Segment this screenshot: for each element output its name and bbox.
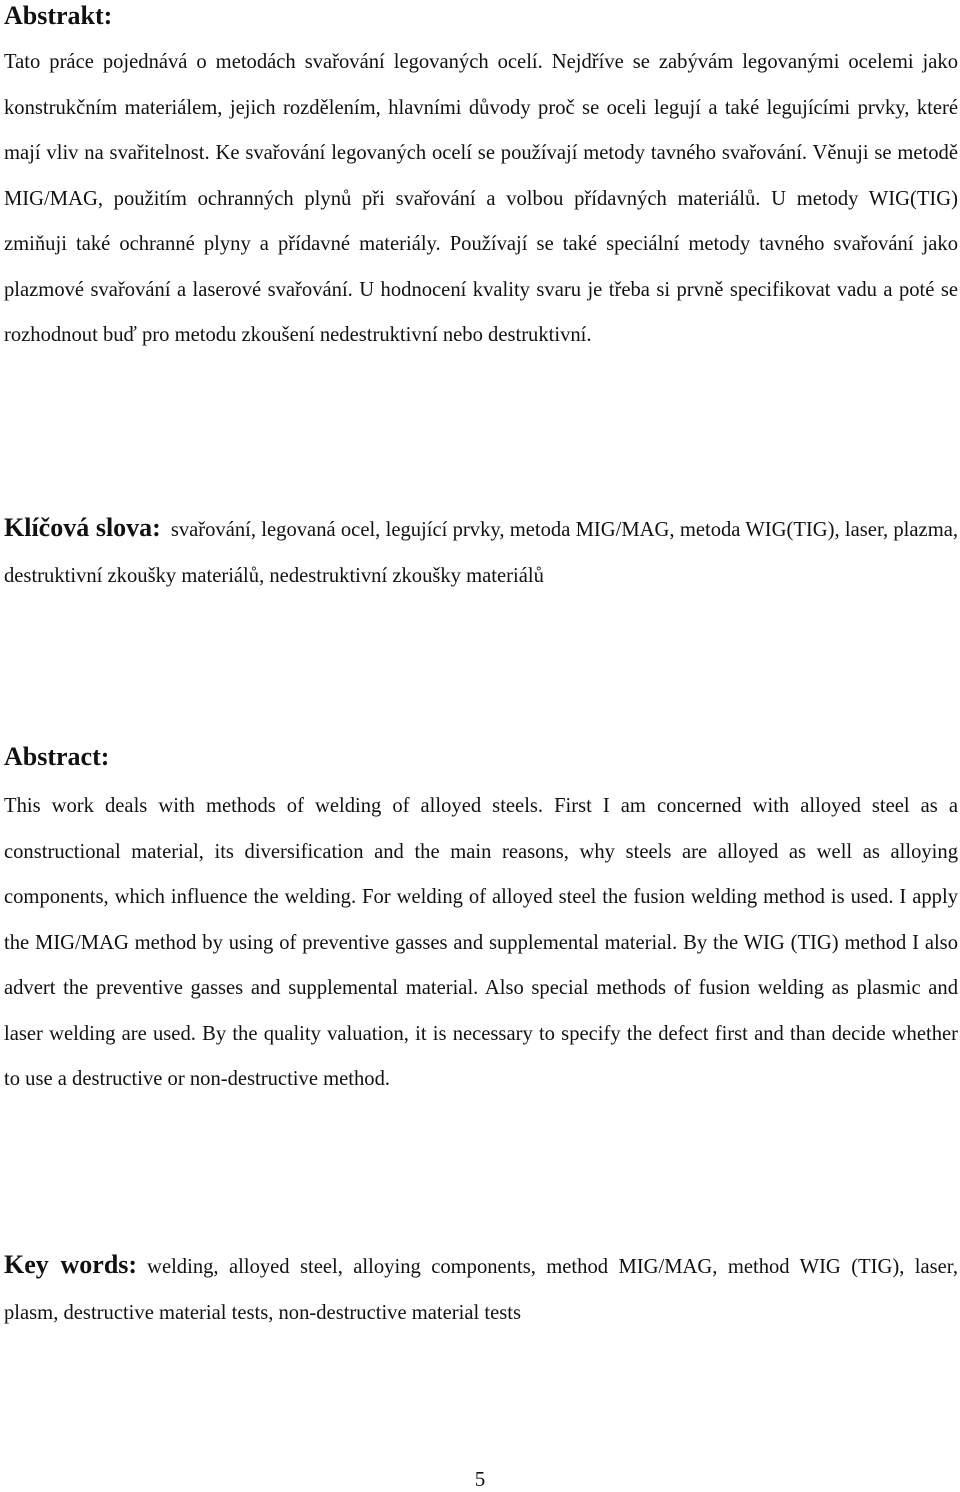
english-abstract-heading: Abstract: <box>4 742 110 771</box>
czech-keywords-label: Klíčová slova: <box>4 513 161 542</box>
czech-keywords-text: svařování, legovaná ocel, legující prvky, metoda MIG/MAG, metoda WIG(TIG), laser, plazma, destruktivní zkoušky materiálů, nedestruktivní zkoušky materiálů <box>4 519 958 587</box>
page-number: 5 <box>474 1467 486 1491</box>
english-keywords-text: welding, alloyed steel, alloying components, method MIG/MAG, method WIG (TIG), laser, plasm, destructive material tests, non-destructive material tests <box>4 1256 958 1324</box>
czech-abstract-heading: Abstrakt: <box>4 1 113 30</box>
english-keywords <box>4 1242 958 1336</box>
english-keywords-label: Key words: <box>4 1250 138 1279</box>
czech-keywords <box>4 505 958 599</box>
english-abstract-body: This work deals with methods of welding of alloyed steels. First I am concerned with alloyed steel as a constructional material, its diversification and the main reasons, why steels are alloyed as well as alloying components, which influence the welding. For welding of alloyed steel the fusion welding method is used. I apply the MIG/MAG method by using of preventive gasses and supplemental material. By the WIG (TIG) method I also advert the preventive gasses and supplemental material. Also special methods of fusion welding as plasmic and laser welding are used. By the quality valuation, it is necessary to specify the defect first and than decide whether to use a destructive or non-destructive method. <box>4 795 958 1090</box>
czech-abstract-body: Tato práce pojednává o metodách svařování legovaných ocelí. Nejdříve se zabývám legovanými ocelemi jako konstrukčním materiálem, jejich rozdělením, hlavními důvody proč se oceli legují a také legujícími prvky, které mají vliv na svařitelnost. Ke svařování legovaných ocelí se používají metody tavného svařování. Věnuji se metodě MIG/MAG, použitím ochranných plynů při svařování a volbou přídavných materiálů. U metody WIG(TIG) zmiňuji také ochranné plyny a přídavné materiály. Používají se také speciální metody tavného svařování jako plazmové svařování a laserové svařování. U hodnocení kvality svaru je třeba si prvně specifikovat vadu a poté se rozhodnout buď pro metodu zkoušení nedestruktivní nebo destruktivní. <box>4 51 958 346</box>
